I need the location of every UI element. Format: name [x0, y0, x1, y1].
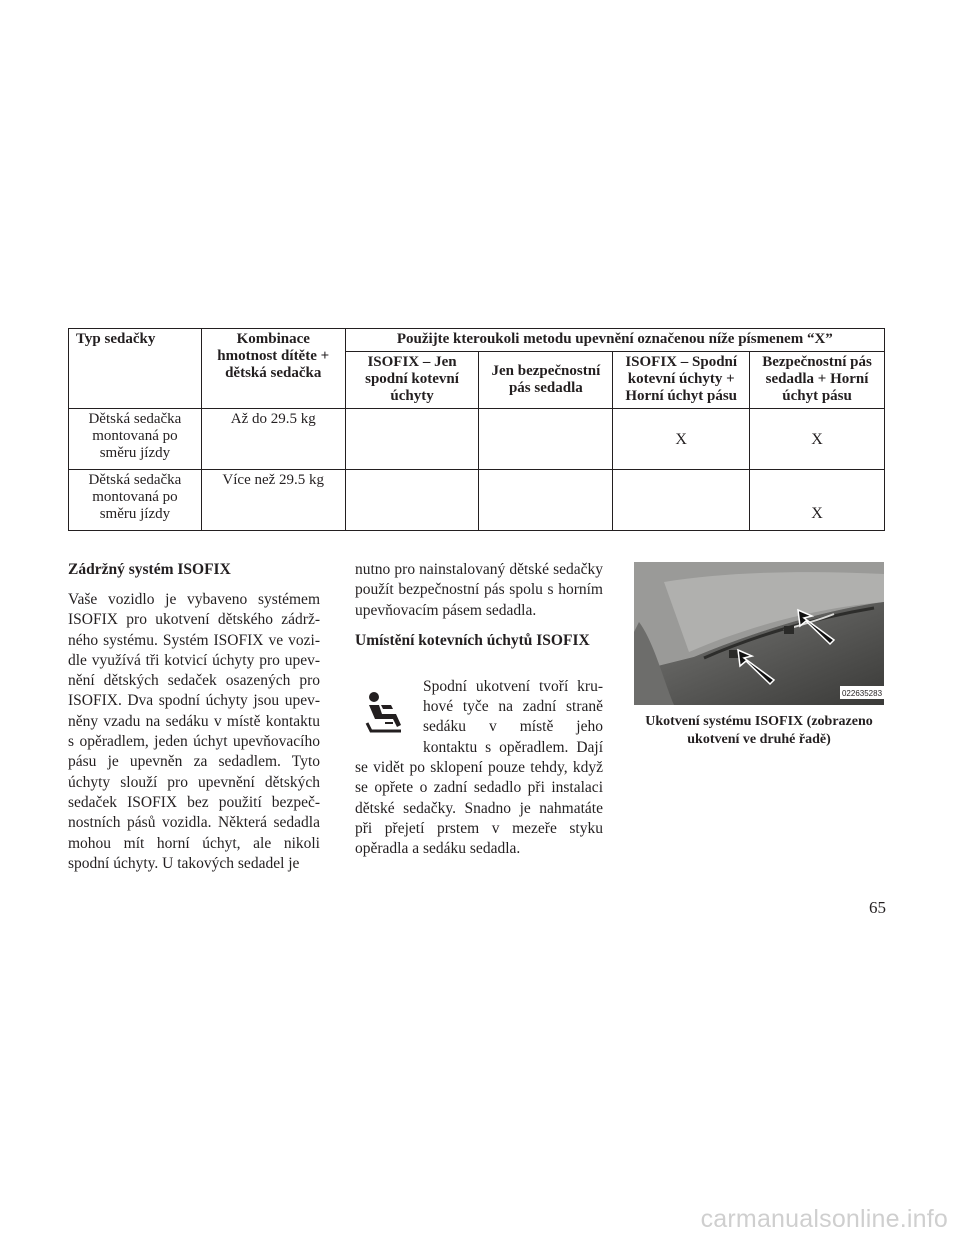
cell-mark: X	[750, 409, 885, 470]
table-row	[69, 470, 885, 531]
header-seat-type: Typ sedačky	[69, 329, 202, 409]
header-belt-tether: Bezpečnostní pás sedadla + Horní úchyt pásu	[750, 352, 885, 409]
child-seat-anchor-icon	[357, 683, 415, 737]
cell-mark	[613, 470, 750, 531]
header-methods: Použijte kteroukoli metodu upevnění označenou níže písmenem “X”	[345, 329, 884, 352]
figure-code: 022635283	[841, 689, 883, 698]
body-paragraph: nutno pro nainstalovaný dětské sedačky použít bezpečnostní pás spolu s horním upevňovacím pásem sedadla.	[355, 561, 603, 619]
body-paragraph: Spodní ukotvení tvoří kru- hové tyče na zadní straně sedáku v místě jeho kontaktu s opěradlem. Dají se vidět po sklopení pouze tehdy, když se opřete o zadní sedadlo při instalaci dětské sedačky. Snadno je nahmatáte při přejetí prstem v mezeře styku opěradla a sedáku sedadla.	[355, 677, 603, 858]
header-belt-only: Jen bezpečnostní pás sedadla	[479, 352, 613, 409]
cell-mark: X	[750, 470, 885, 531]
figure-caption: Ukotvení systému ISOFIX (zobrazeno ukotvení ve druhé řadě)	[645, 714, 873, 747]
cell-mark	[479, 409, 613, 470]
section-heading: Umístění kotevních úchytů ISOFIX	[355, 631, 590, 649]
cell-seat-type: Dětská sedačka montovaná po směru jízdy	[69, 470, 202, 531]
isofix-methods-table	[68, 328, 885, 531]
text-column-middle	[355, 560, 603, 870]
cell-mark	[479, 470, 613, 531]
header-combination: Kombinace hmotnost dítěte + dětská sedačka	[201, 329, 345, 409]
cell-weight: Více než 29.5 kg	[201, 470, 345, 531]
table-row	[69, 409, 885, 470]
text-column-left	[68, 560, 320, 884]
cell-mark	[345, 470, 479, 531]
cell-mark: X	[613, 409, 750, 470]
header-isofix-tether: ISOFIX – Spodní kotevní úchyty + Horní úchyt pásu	[613, 352, 750, 409]
header-isofix-lower: ISOFIX – Jen spodní kotevní úchyty	[345, 352, 479, 409]
watermark: carmanualsonline.info	[700, 1205, 948, 1233]
cell-weight: Až do 29.5 kg	[201, 409, 345, 470]
page-number: 65	[869, 898, 886, 917]
isofix-anchor-photo	[634, 562, 884, 705]
cell-seat-type: Dětská sedačka montovaná po směru jízdy	[69, 409, 202, 470]
cell-mark	[345, 409, 479, 470]
body-paragraph: Vaše vozidlo je vybaveno systémem ISOFIX pro ukotvení dětského zádrž- ného systému. Systém ISOFIX ve vozi- dle využívá tři kotvicí úchyty pro upev- nění dětských sedaček osazených pro ISOFIX. Dva spodní úchyty jsou upev- něny vzadu na sedáku v místě kontaktu s opěradlem, jeden úchyt upevňovacího pásu je upevněn za sedadlem. Tyto úchyty slouží pro upevnění dětských sedaček ISOFIX bez použití bezpeč- nostních pásů vozidla. Některá sedadla mohou mít horní úchyt, ale nikoli spodní úchyty. U takových sedadel je	[68, 591, 320, 872]
section-heading: Zádržný systém ISOFIX	[68, 561, 231, 578]
